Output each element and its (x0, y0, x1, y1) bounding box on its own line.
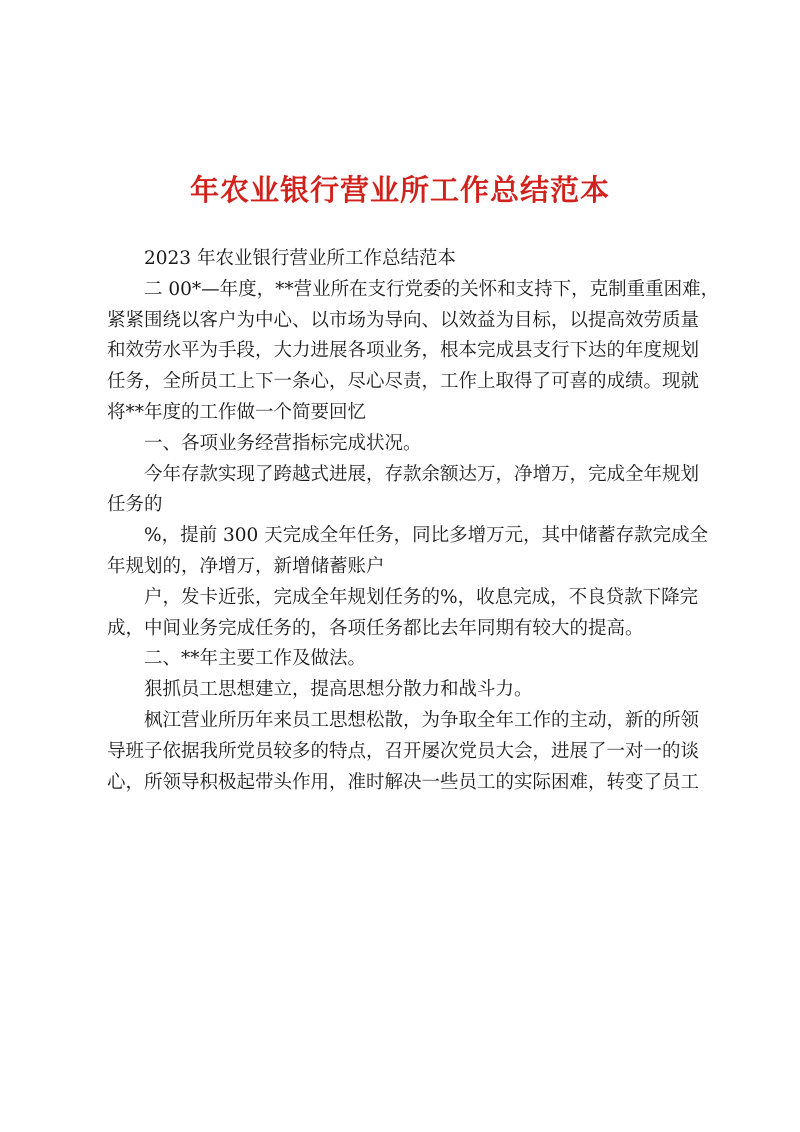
paragraph-line: 和效劳水平为手段，大力进展各项业务，根本完成县支行下达的年度规划 (107, 340, 700, 362)
paragraph-line: 二、**年主要工作及做法。 (144, 648, 367, 670)
paragraph-line: 心，所领导积极起带头作用，准时解决一些员工的实际困难，转变了员工 (107, 771, 700, 793)
paragraph-line: 今年存款实现了跨越式进展，存款余额达万，净增万，完成全年规划 (144, 463, 700, 485)
paragraph-line: 成，中间业务完成任务的，各项任务都比去年同期有较大的提高。 (107, 617, 644, 639)
document-body (107, 244, 720, 798)
paragraph-line: 一、各项业务经营指标完成状况。 (144, 432, 422, 454)
paragraph-line: 2023 年农业银行营业所工作总结范本 (144, 248, 456, 269)
paragraph-line: 将**年度的工作做一个简要回忆 (107, 401, 367, 423)
document-title: 年农业银行营业所工作总结范本 (189, 173, 610, 207)
paragraph-line: 二 00*—年度，**营业所在支行党委的关怀和支持下，克制重重困难， (144, 278, 720, 300)
paragraph-line: %，提前 300 天完成全年任务，同比多增万元，其中储蓄存款完成全 (144, 525, 709, 547)
paragraph-line: 任务，全所员工上下一条心，尽心尽责，工作上取得了可喜的成绩。现就 (107, 371, 700, 393)
paragraph-line: 枫江营业所历年来员工思想松散，为争取全年工作的主动，新的所领 (144, 709, 700, 731)
paragraph-line: 年规划的，净增万，新增储蓄账户 (107, 555, 385, 577)
paragraph-line: 任务的 (107, 494, 163, 516)
paragraph-line: 导班子依据我所党员较多的特点，召开屡次党员大会，进展了一对一的谈 (107, 740, 700, 762)
paragraph-line: 紧紧围绕以客户为中心、以市场为导向、以效益为目标，以提高效劳质量 (107, 309, 700, 331)
paragraph-line: 狠抓员工思想建立，提高思想分散力和战斗力。 (144, 679, 533, 701)
paragraph-line: 户，发卡近张，完成全年规划任务的%，收息完成，不良贷款下降完 (144, 586, 699, 608)
